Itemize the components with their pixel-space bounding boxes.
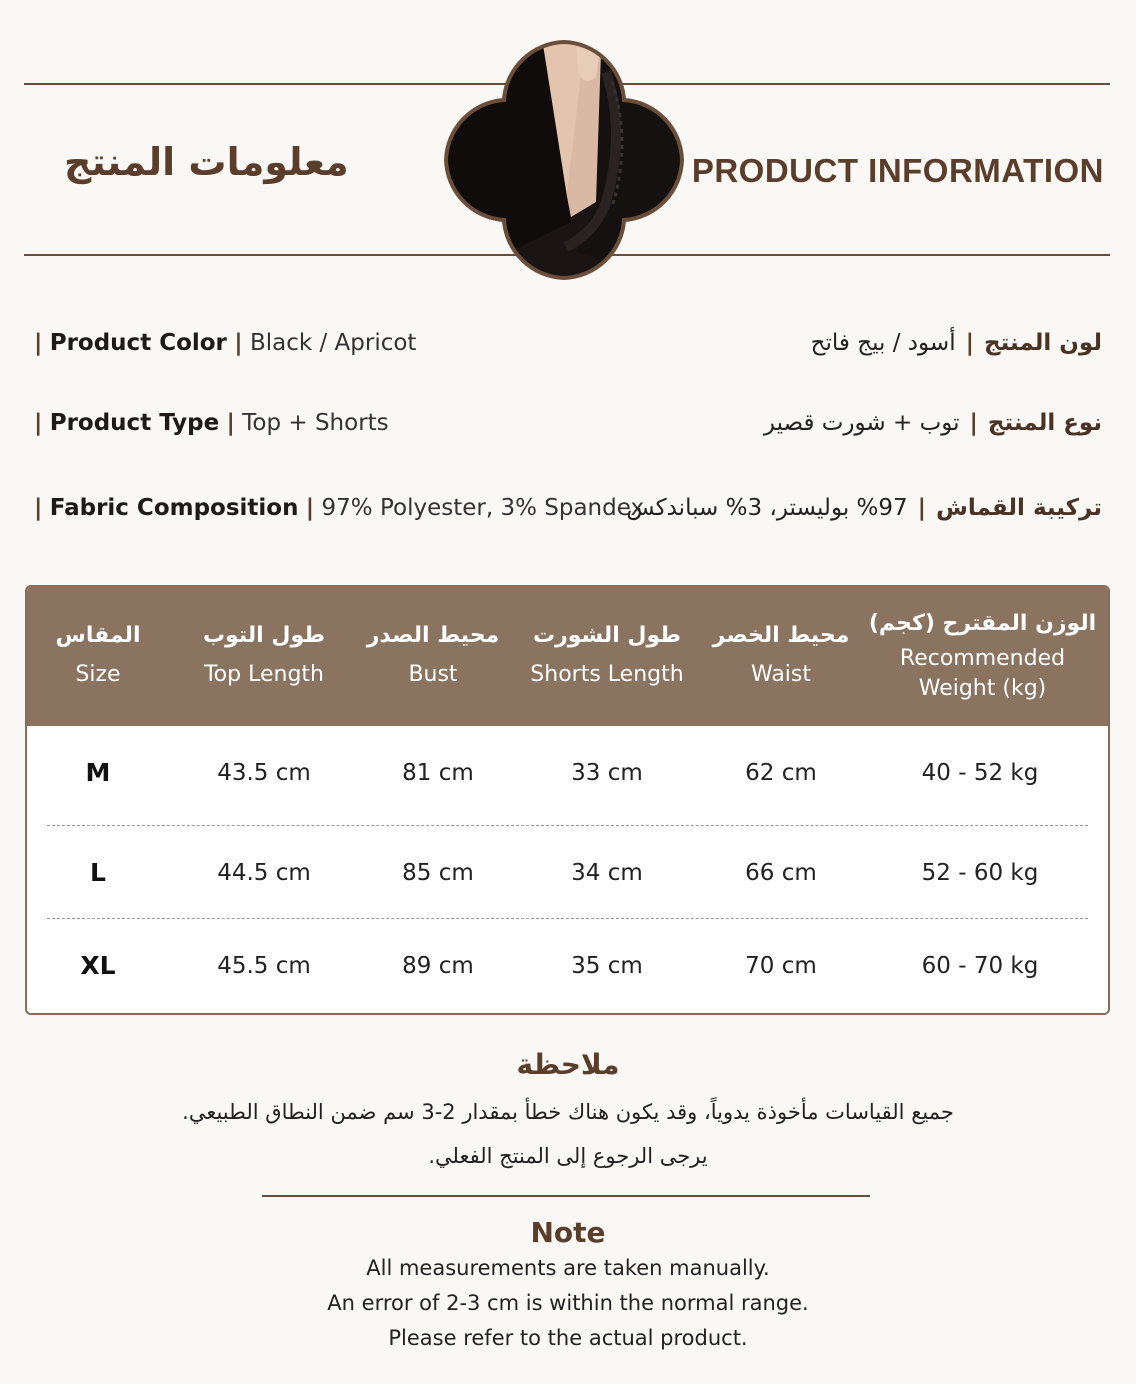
header-waist	[707, 587, 855, 726]
cell-weight: 52 - 60 kg	[921, 859, 1039, 886]
table-row	[27, 726, 1108, 819]
header-en: Waist	[750, 662, 812, 688]
info-row-color	[34, 330, 1102, 370]
header-bust	[359, 587, 507, 726]
cell-waist: 70 cm	[745, 952, 817, 979]
header-ar: محيط الخصر	[712, 622, 850, 648]
header-ar: طول الشورت	[532, 622, 682, 648]
note-line: Please refer to the actual product.	[388, 1326, 748, 1350]
header-en: Shorts Length	[530, 662, 684, 688]
header-size	[27, 587, 169, 726]
note-line-arabic: يرجى الرجوع إلى المنتج الفعلي.	[428, 1144, 708, 1168]
note-line: All measurements are taken manually.	[366, 1256, 770, 1280]
header-top-length	[169, 587, 359, 726]
info-ar: تركيبة القماش|97% بوليستر، 3% سباندكس	[626, 495, 1102, 521]
product-image-badge	[436, 32, 692, 288]
cell-waist: 66 cm	[745, 859, 817, 886]
header-en: Bust	[408, 662, 458, 688]
info-en: | Fabric Composition | 97% Polyester, 3% Spandex	[34, 495, 645, 521]
cell-top-length: 45.5 cm	[217, 952, 311, 979]
header-en: Size	[75, 662, 121, 688]
header-en: Recommended Weight (kg)	[899, 646, 1066, 701]
cell-size: L	[90, 858, 106, 887]
header-ar: الوزن المقترح (كجم)	[868, 610, 1097, 636]
cell-shorts-length: 33 cm	[571, 759, 643, 786]
info-value-arabic: أسود / بيج فاتح	[810, 330, 956, 356]
header-ar: المقاس	[55, 622, 141, 648]
note-line: An error of 2-3 cm is within the normal range.	[327, 1291, 809, 1315]
header-en: Top Length	[203, 662, 324, 688]
page-title-arabic: معلومات المنتج	[64, 140, 349, 184]
size-table-header	[27, 587, 1108, 726]
cell-weight: 60 - 70 kg	[921, 952, 1039, 979]
size-table	[25, 585, 1110, 1015]
cell-size: M	[85, 758, 111, 787]
header-ar: طول التوب	[203, 622, 325, 648]
page-title: PRODUCT INFORMATION	[691, 152, 1104, 189]
info-value: Black / Apricot	[249, 330, 417, 356]
info-label: Fabric Composition	[49, 495, 299, 521]
cell-bust: 85 cm	[402, 859, 474, 886]
header-weight	[855, 587, 1110, 726]
info-en: | Product Type | Top + Shorts	[34, 410, 389, 436]
info-ar: نوع المنتج|توب + شورت قصير	[763, 410, 1102, 436]
header-ar: محيط الصدر	[366, 622, 500, 648]
info-en: | Product Color | Black / Apricot	[34, 330, 417, 356]
table-row	[27, 919, 1108, 1012]
info-value-arabic: توب + شورت قصير	[763, 410, 960, 436]
table-row	[27, 826, 1108, 919]
info-value: Top + Shorts	[242, 410, 389, 436]
cell-top-length: 44.5 cm	[217, 859, 311, 886]
cell-top-length: 43.5 cm	[217, 759, 311, 786]
cell-bust: 81 cm	[402, 759, 474, 786]
info-value: 97% Polyester, 3% Spandex	[321, 495, 645, 521]
note-title: Note	[530, 1216, 606, 1249]
info-label-arabic: نوع المنتج	[987, 410, 1102, 436]
header-shorts-length	[507, 587, 707, 726]
note-line-arabic: جميع القياسات مأخوذة يدوياً، وقد يكون هناك خطأ بمقدار 2-3 سم ضمن النطاق الطبيعي.	[182, 1100, 954, 1124]
cell-size: XL	[80, 951, 116, 980]
cell-weight: 40 - 52 kg	[921, 759, 1039, 786]
info-label-arabic: تركيبة القماش	[936, 495, 1102, 521]
info-row-type	[34, 410, 1102, 450]
note-divider	[262, 1195, 870, 1197]
cell-waist: 62 cm	[745, 759, 817, 786]
cell-shorts-length: 35 cm	[571, 952, 643, 979]
cell-bust: 89 cm	[402, 952, 474, 979]
info-label: Product Type	[49, 410, 220, 436]
info-label-arabic: لون المنتج	[984, 330, 1102, 356]
cell-shorts-length: 34 cm	[571, 859, 643, 886]
size-table-body	[27, 726, 1108, 1013]
info-row-fabric	[34, 495, 1102, 535]
info-label: Product Color	[49, 330, 227, 356]
note-title-arabic: ملاحظة	[516, 1048, 620, 1081]
info-value-arabic: 97% بوليستر، 3% سباندكس	[626, 495, 908, 521]
info-ar: لون المنتج|أسود / بيج فاتح	[810, 330, 1102, 356]
